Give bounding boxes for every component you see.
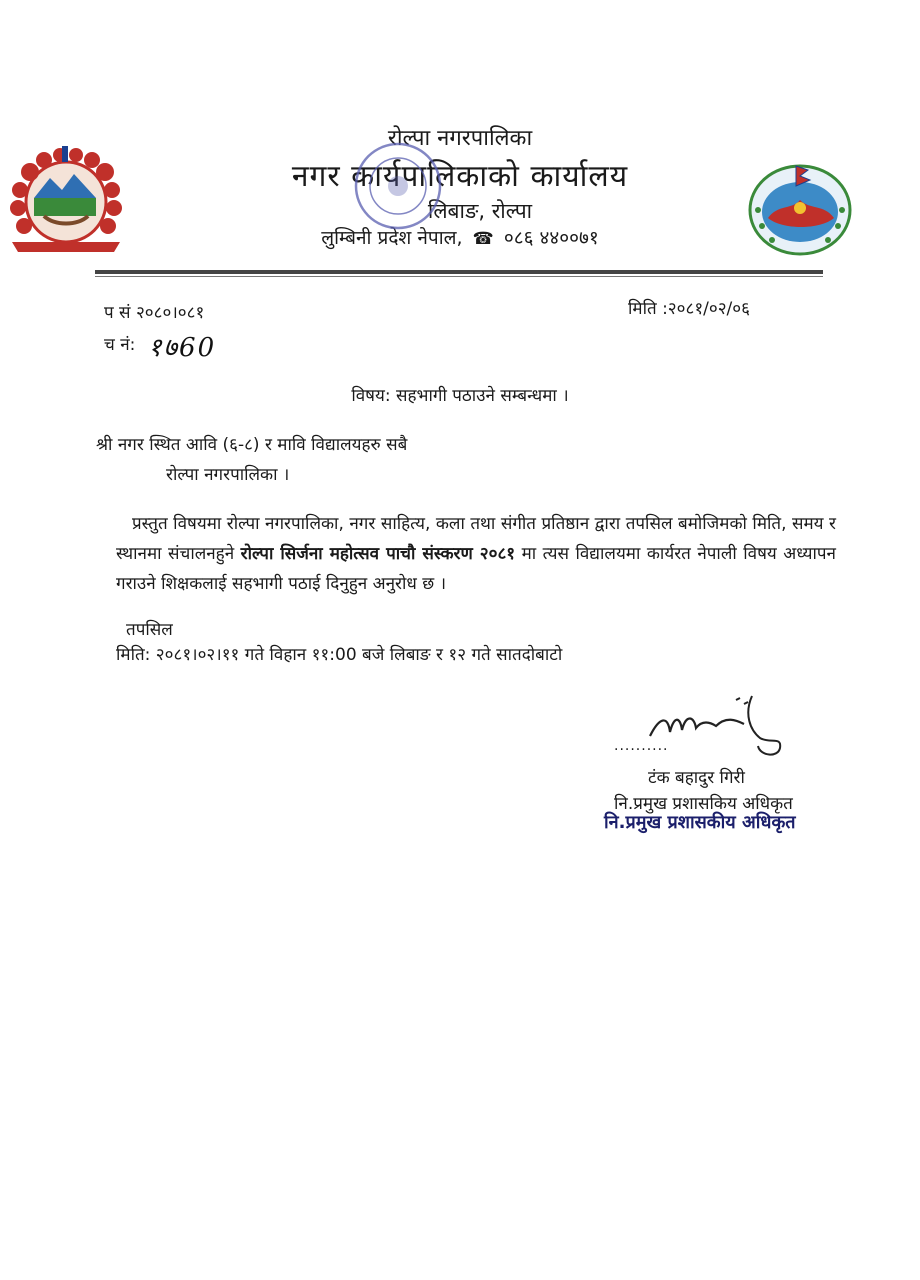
chalani-label: च नं: xyxy=(104,335,136,355)
chalani-number-handwritten: १७60 xyxy=(148,333,217,363)
phone-number: ०८६ ४४००७१ xyxy=(503,227,599,249)
signature-dots: .......... xyxy=(614,738,669,754)
schedule-date-line: मिति: २०८१।०२।११ गते विहान ११:00 बजे लिबाङ र १२ गते सातदोबाटो xyxy=(116,645,563,665)
header-divider-thin xyxy=(95,276,823,277)
office-rubber-stamp xyxy=(350,138,446,234)
signer-title-stamp: नि.प्रमुख प्रशासकीय अधिकृत xyxy=(604,812,796,833)
municipality-name: रोल्पा नगरपालिका xyxy=(387,126,533,151)
festival-name: रोल्पा सिर्जना महोत्सव पाचौ संस्करण २०८१ xyxy=(240,544,516,564)
body-text-part-2: मा त्यस विद्यालयमा कार्यरत नेपाली विषय अध्यापन गराउने शिक्षकलाई सहभागी पठाई दिनुहुन अनुरोध छ । xyxy=(116,544,836,594)
province-country: लुम्बिनी प्रदेश नेपाल, xyxy=(321,227,463,249)
signer-name: टंक बहादुर गिरी xyxy=(648,768,745,788)
office-location: लिबाङ, रोल्पा xyxy=(427,199,533,223)
body-text-part-1: प्रस्तुत विषयमा रोल्पा नगरपालिका, नगर साहित्य, कला तथा संगीत प्रतिष्ठान द्वारा तपसिल बमोजिमको मिति, समय र स्थानमा संचालनहुने xyxy=(116,514,836,564)
addressee-line-1: श्री नगर स्थित आवि (६-८) र मावि विद्यालयहरु सबै xyxy=(96,435,408,455)
subject-line: विषय: सहभागी पठाउने सम्बन्धमा । xyxy=(351,386,569,406)
header-divider xyxy=(95,270,823,274)
contact-line xyxy=(0,224,920,250)
patra-sankhya: प सं २०८०।०८१ xyxy=(104,303,205,323)
signer-title: नि.प्रमुख प्रशासकिय अधिकृत xyxy=(614,794,793,814)
letter-date: मिति :२०८१/०२/०६ xyxy=(628,299,750,319)
schedule-heading: तपसिल xyxy=(126,620,173,640)
telephone-icon: ☎ xyxy=(472,229,494,249)
body-paragraph xyxy=(116,509,836,599)
addressee-line-2: रोल्पा नगरपालिका । xyxy=(166,465,290,485)
handwritten-signature xyxy=(640,686,800,766)
office-name: नगर कार्यपालिकाको कार्यालय xyxy=(291,159,629,194)
